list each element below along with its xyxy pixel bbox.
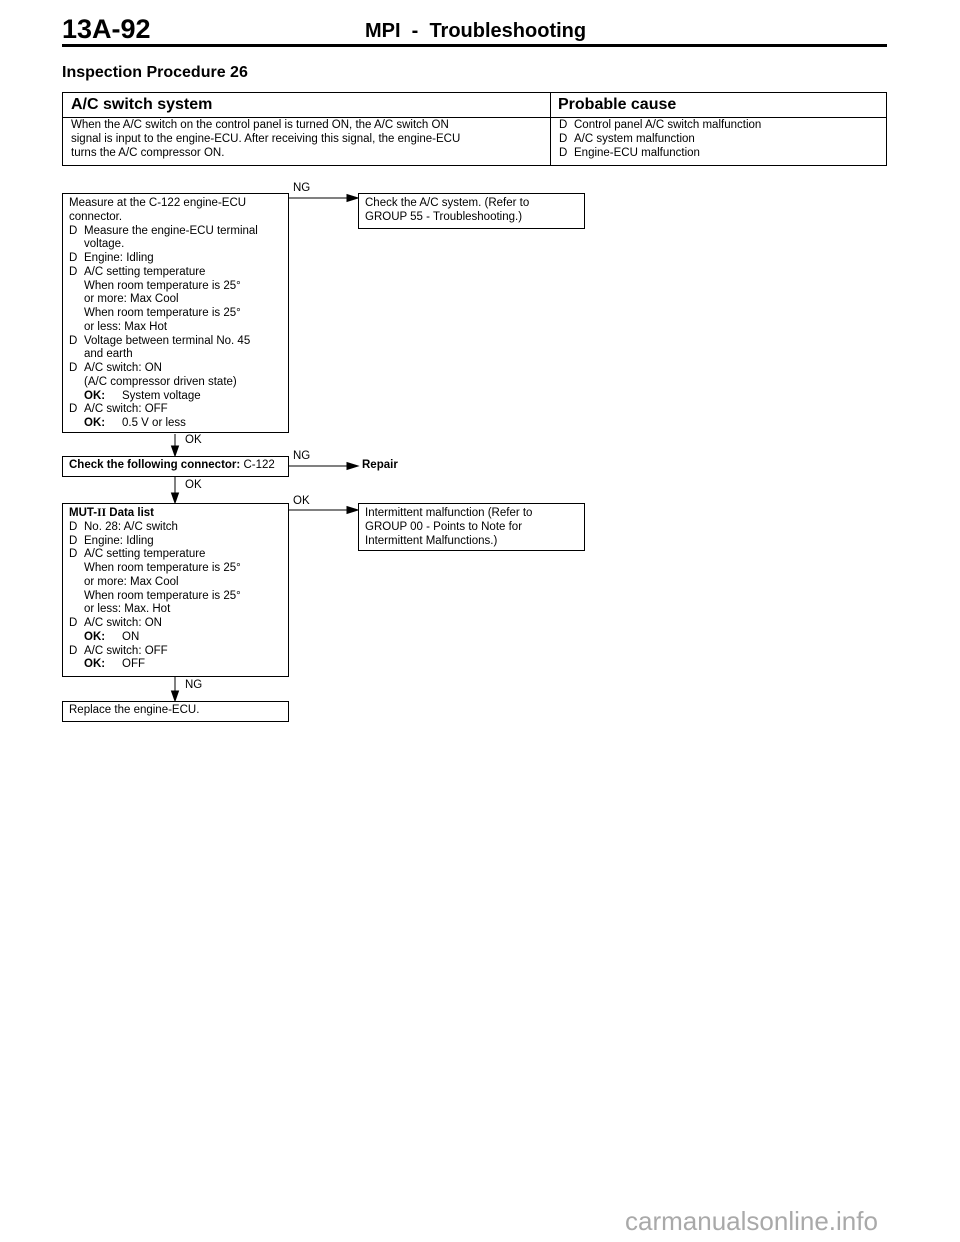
description-line: signal is input to the engine-ECU. After receiving this signal, the engine-ECU: [71, 132, 461, 145]
procedure-title: Inspection Procedure 26: [62, 64, 248, 81]
bullet-icon: D: [69, 252, 78, 264]
bullet-icon: D: [69, 403, 78, 416]
step3-mut-data-box: MUT-II Data list D No. 28: A/C switch D Engine: Idling D A/C setting temperature When room temperature is 25° or more: Max Cool When room temperature is 25° or less: Max. Hot D A/C switch: ON OK: ON D A/C switch: OFF OK: OFF: [62, 503, 289, 677]
step-bullet: D A/C setting temperature: [69, 548, 206, 561]
arrow-right-icon: [347, 195, 358, 202]
step1-ng-label: NG: [293, 182, 311, 194]
step2-ng-label: NG: [293, 450, 311, 462]
mut-title: MUT-II Data list: [69, 507, 154, 519]
step-bullet: D A/C switch: ON: [69, 362, 162, 374]
bullet-icon: D: [559, 132, 568, 145]
bullet-icon: D: [559, 146, 568, 159]
description-line: When the A/C switch on the control panel is turned ON, the A/C switch ON: [71, 119, 449, 131]
bullet-icon: D: [69, 334, 78, 347]
section-title: MPI - Troubleshooting: [365, 20, 587, 42]
step-bullet: D A/C switch: ON: [69, 617, 162, 629]
ok-criterion: OK: ON: [84, 630, 140, 643]
watermark: carmanualsonline.info: [625, 1206, 878, 1236]
cause-item: D A/C system malfunction: [559, 132, 695, 145]
step3-ng-label: NG: [185, 679, 203, 691]
ok-criterion: OK: System voltage: [84, 389, 201, 402]
step1-ok-label: OK: [185, 434, 202, 446]
step-bullet: D No. 28: A/C switch: [69, 520, 178, 533]
step-bullet: D A/C switch: OFF: [69, 403, 168, 416]
bullet-icon: D: [69, 644, 78, 657]
bullet-icon: D: [69, 520, 78, 533]
page-code: 13A-92: [62, 14, 151, 44]
bullet-icon: D: [69, 265, 78, 278]
step-bullet: D Measure the engine-ECU terminal: [69, 224, 258, 237]
cause-item: D Engine-ECU malfunction: [559, 146, 700, 159]
bullet-icon: D: [69, 362, 78, 374]
table-header-system: A/C switch system: [71, 96, 213, 113]
cause-item: D Control panel A/C switch malfunction: [559, 119, 762, 131]
step3-ok-label: OK: [293, 495, 310, 507]
step4-replace-box: Replace the engine-ECU.: [62, 701, 289, 722]
step2-ok-label: OK: [185, 479, 202, 491]
arrow-down-icon: [172, 691, 179, 701]
ok-criterion: OK: OFF: [84, 658, 145, 671]
bullet-icon: D: [69, 534, 78, 547]
step2-connector-box: Check the following connector: C-122: [62, 456, 289, 477]
bullet-icon: D: [559, 119, 568, 131]
step1-ng-result-box: Check the A/C system. (Refer to GROUP 55 - Troubleshooting.): [358, 193, 585, 229]
step1-measure-box: Measure at the C-122 engine-ECU connector. D Measure the engine-ECU terminal voltage. D Engine: Idling D A/C setting temperature When room temperature is 25° or more: Max Cool When room temperature is 25° or less: Max Hot D Voltage between terminal No. 45 and earth D A/C switch: ON (A/C compressor driven state) OK: System voltage D A/C switch: OFF OK: 0.5 V or less: [62, 193, 289, 433]
bullet-icon: D: [69, 617, 78, 629]
arrow-down-icon: [172, 446, 179, 456]
arrow-down-icon: [172, 493, 179, 503]
step-bullet: D A/C switch: OFF: [69, 644, 168, 657]
step-bullet: D Voltage between terminal No. 45: [69, 334, 251, 347]
step-bullet: D A/C setting temperature: [69, 265, 206, 278]
bullet-icon: D: [69, 548, 78, 561]
arrow-right-icon: [347, 463, 358, 470]
step-bullet: D Engine: Idling: [69, 534, 154, 547]
step-bullet: D Engine: Idling: [69, 252, 154, 264]
step2-ng-result: Repair: [362, 459, 398, 471]
step3-ok-result-box: Intermittent malfunction (Refer to GROUP 00 - Points to Note for Intermittent Malfunctions.): [358, 503, 585, 551]
description-line: turns the A/C compressor ON.: [71, 146, 225, 159]
ok-criterion: OK: 0.5 V or less: [84, 417, 186, 429]
bullet-icon: D: [69, 224, 78, 237]
arrow-right-icon: [347, 507, 358, 514]
table-header-cause: Probable cause: [558, 96, 677, 113]
